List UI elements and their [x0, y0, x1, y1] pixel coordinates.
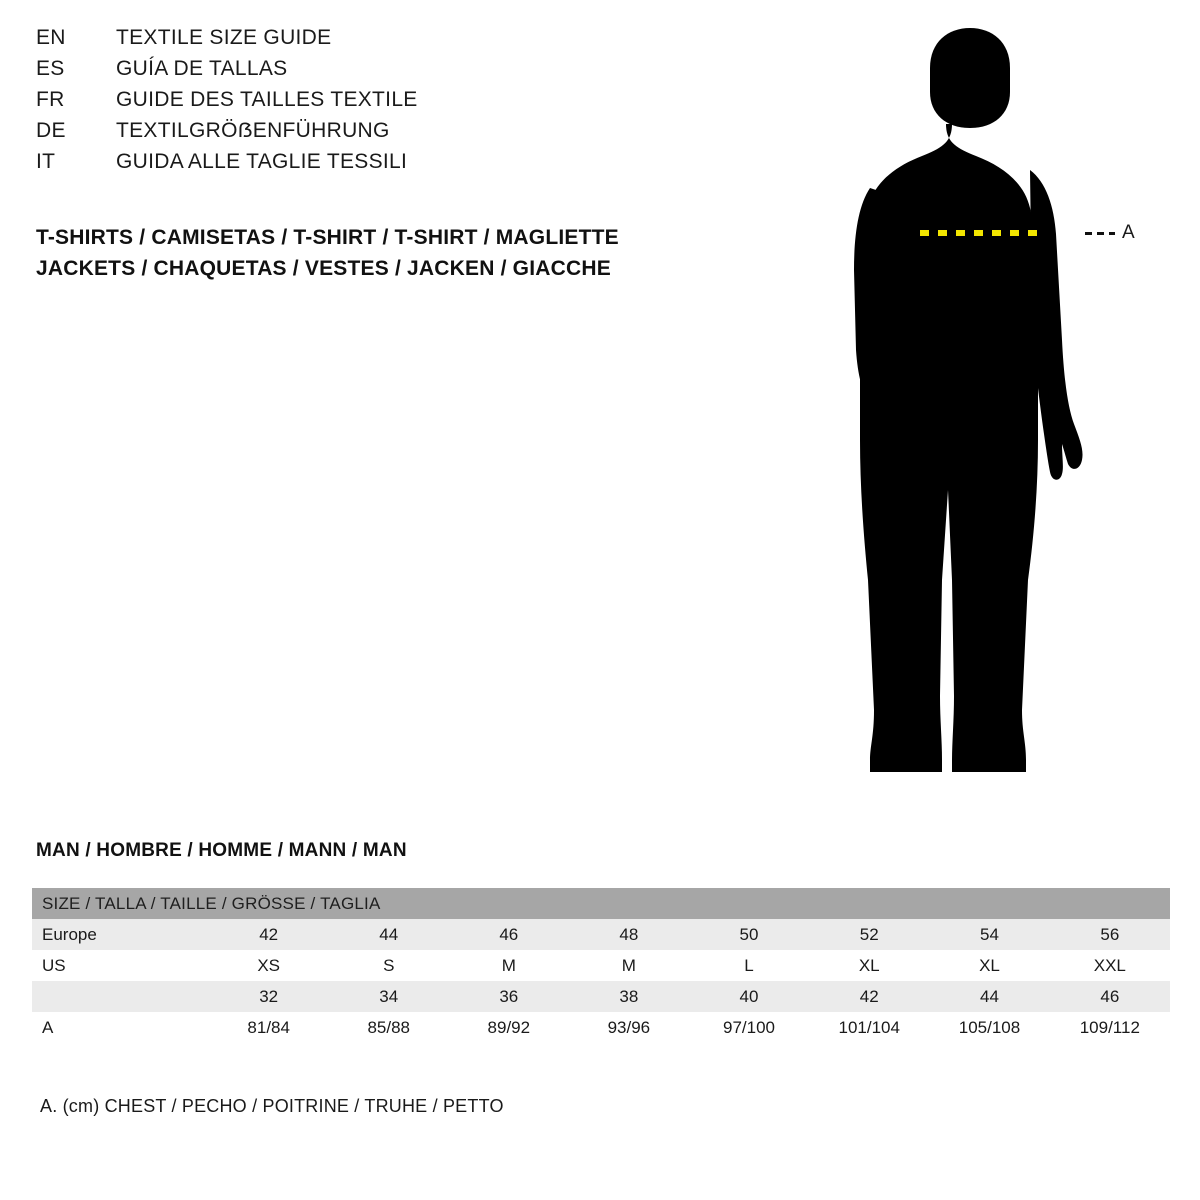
cell: 36 [449, 981, 569, 1012]
cell: L [689, 950, 809, 981]
cell: 105/108 [929, 1012, 1049, 1043]
language-title: TEXTILE SIZE GUIDE [116, 26, 332, 49]
language-title-list [36, 26, 736, 181]
cell: 32 [209, 981, 329, 1012]
cell: 93/96 [569, 1012, 689, 1043]
language-code: DE [36, 119, 66, 142]
cell: 40 [689, 981, 809, 1012]
cell: 50 [689, 919, 809, 950]
garment-type-tshirts: T-SHIRTS / CAMISETAS / T-SHIRT / T-SHIRT / MAGLIETTE [36, 226, 619, 249]
table-header-row [32, 888, 1170, 919]
language-row [36, 57, 736, 88]
cell: XL [929, 950, 1049, 981]
cell: 48 [569, 919, 689, 950]
table-row [32, 950, 1170, 981]
cell: 52 [809, 919, 929, 950]
cell: 34 [329, 981, 449, 1012]
cell: 89/92 [449, 1012, 569, 1043]
language-title: TEXTILGRÖẞENFÜHRUNG [116, 119, 390, 142]
chest-leader-line [1085, 232, 1115, 235]
chest-footnote: A. (cm) CHEST / PECHO / POITRINE / TRUHE / PETTO [40, 1096, 504, 1116]
row-label-us-numeric [32, 981, 209, 1012]
language-row [36, 88, 736, 119]
cell: 42 [209, 919, 329, 950]
cell: 38 [569, 981, 689, 1012]
cell: 109/112 [1050, 1012, 1170, 1043]
size-column-header: SIZE / TALLA / TAILLE / GRÖSSE / TAGLIA [32, 888, 1170, 919]
cell: 42 [809, 981, 929, 1012]
silhouette-svg [830, 20, 1170, 790]
cell: M [449, 950, 569, 981]
chest-measure-label: A [1122, 222, 1135, 243]
cell: 85/88 [329, 1012, 449, 1043]
cell: 97/100 [689, 1012, 809, 1043]
cell: 44 [329, 919, 449, 950]
cell: XS [209, 950, 329, 981]
language-row [36, 26, 736, 57]
row-label-chest: A [32, 1012, 209, 1043]
cell: 56 [1050, 919, 1170, 950]
cell: 44 [929, 981, 1049, 1012]
cell: M [569, 950, 689, 981]
cell: 46 [449, 919, 569, 950]
language-title: GUÍA DE TALLAS [116, 57, 288, 80]
row-label-us: US [32, 950, 209, 981]
language-code: EN [36, 26, 66, 49]
language-code: FR [36, 88, 65, 111]
man-section-title: MAN / HOMBRE / HOMME / MANN / MAN [36, 840, 407, 861]
cell: 101/104 [809, 1012, 929, 1043]
cell: 81/84 [209, 1012, 329, 1043]
cell: XXL [1050, 950, 1170, 981]
body-silhouette-figure [830, 20, 1170, 790]
size-table [32, 888, 1170, 1043]
language-code: ES [36, 57, 65, 80]
table-row [32, 919, 1170, 950]
cell: 54 [929, 919, 1049, 950]
cell: 46 [1050, 981, 1170, 1012]
language-title: GUIDE DES TAILLES TEXTILE [116, 88, 418, 111]
table-row [32, 1012, 1170, 1043]
garment-type-jackets: JACKETS / CHAQUETAS / VESTES / JACKEN / GIACCHE [36, 257, 611, 280]
language-title: GUIDA ALLE TAGLIE TESSILI [116, 150, 408, 173]
language-row [36, 119, 736, 150]
cell: XL [809, 950, 929, 981]
language-code: IT [36, 150, 56, 173]
row-label-europe: Europe [32, 919, 209, 950]
cell: S [329, 950, 449, 981]
table-row [32, 981, 1170, 1012]
garment-type-list [36, 222, 796, 284]
language-row [36, 150, 736, 181]
